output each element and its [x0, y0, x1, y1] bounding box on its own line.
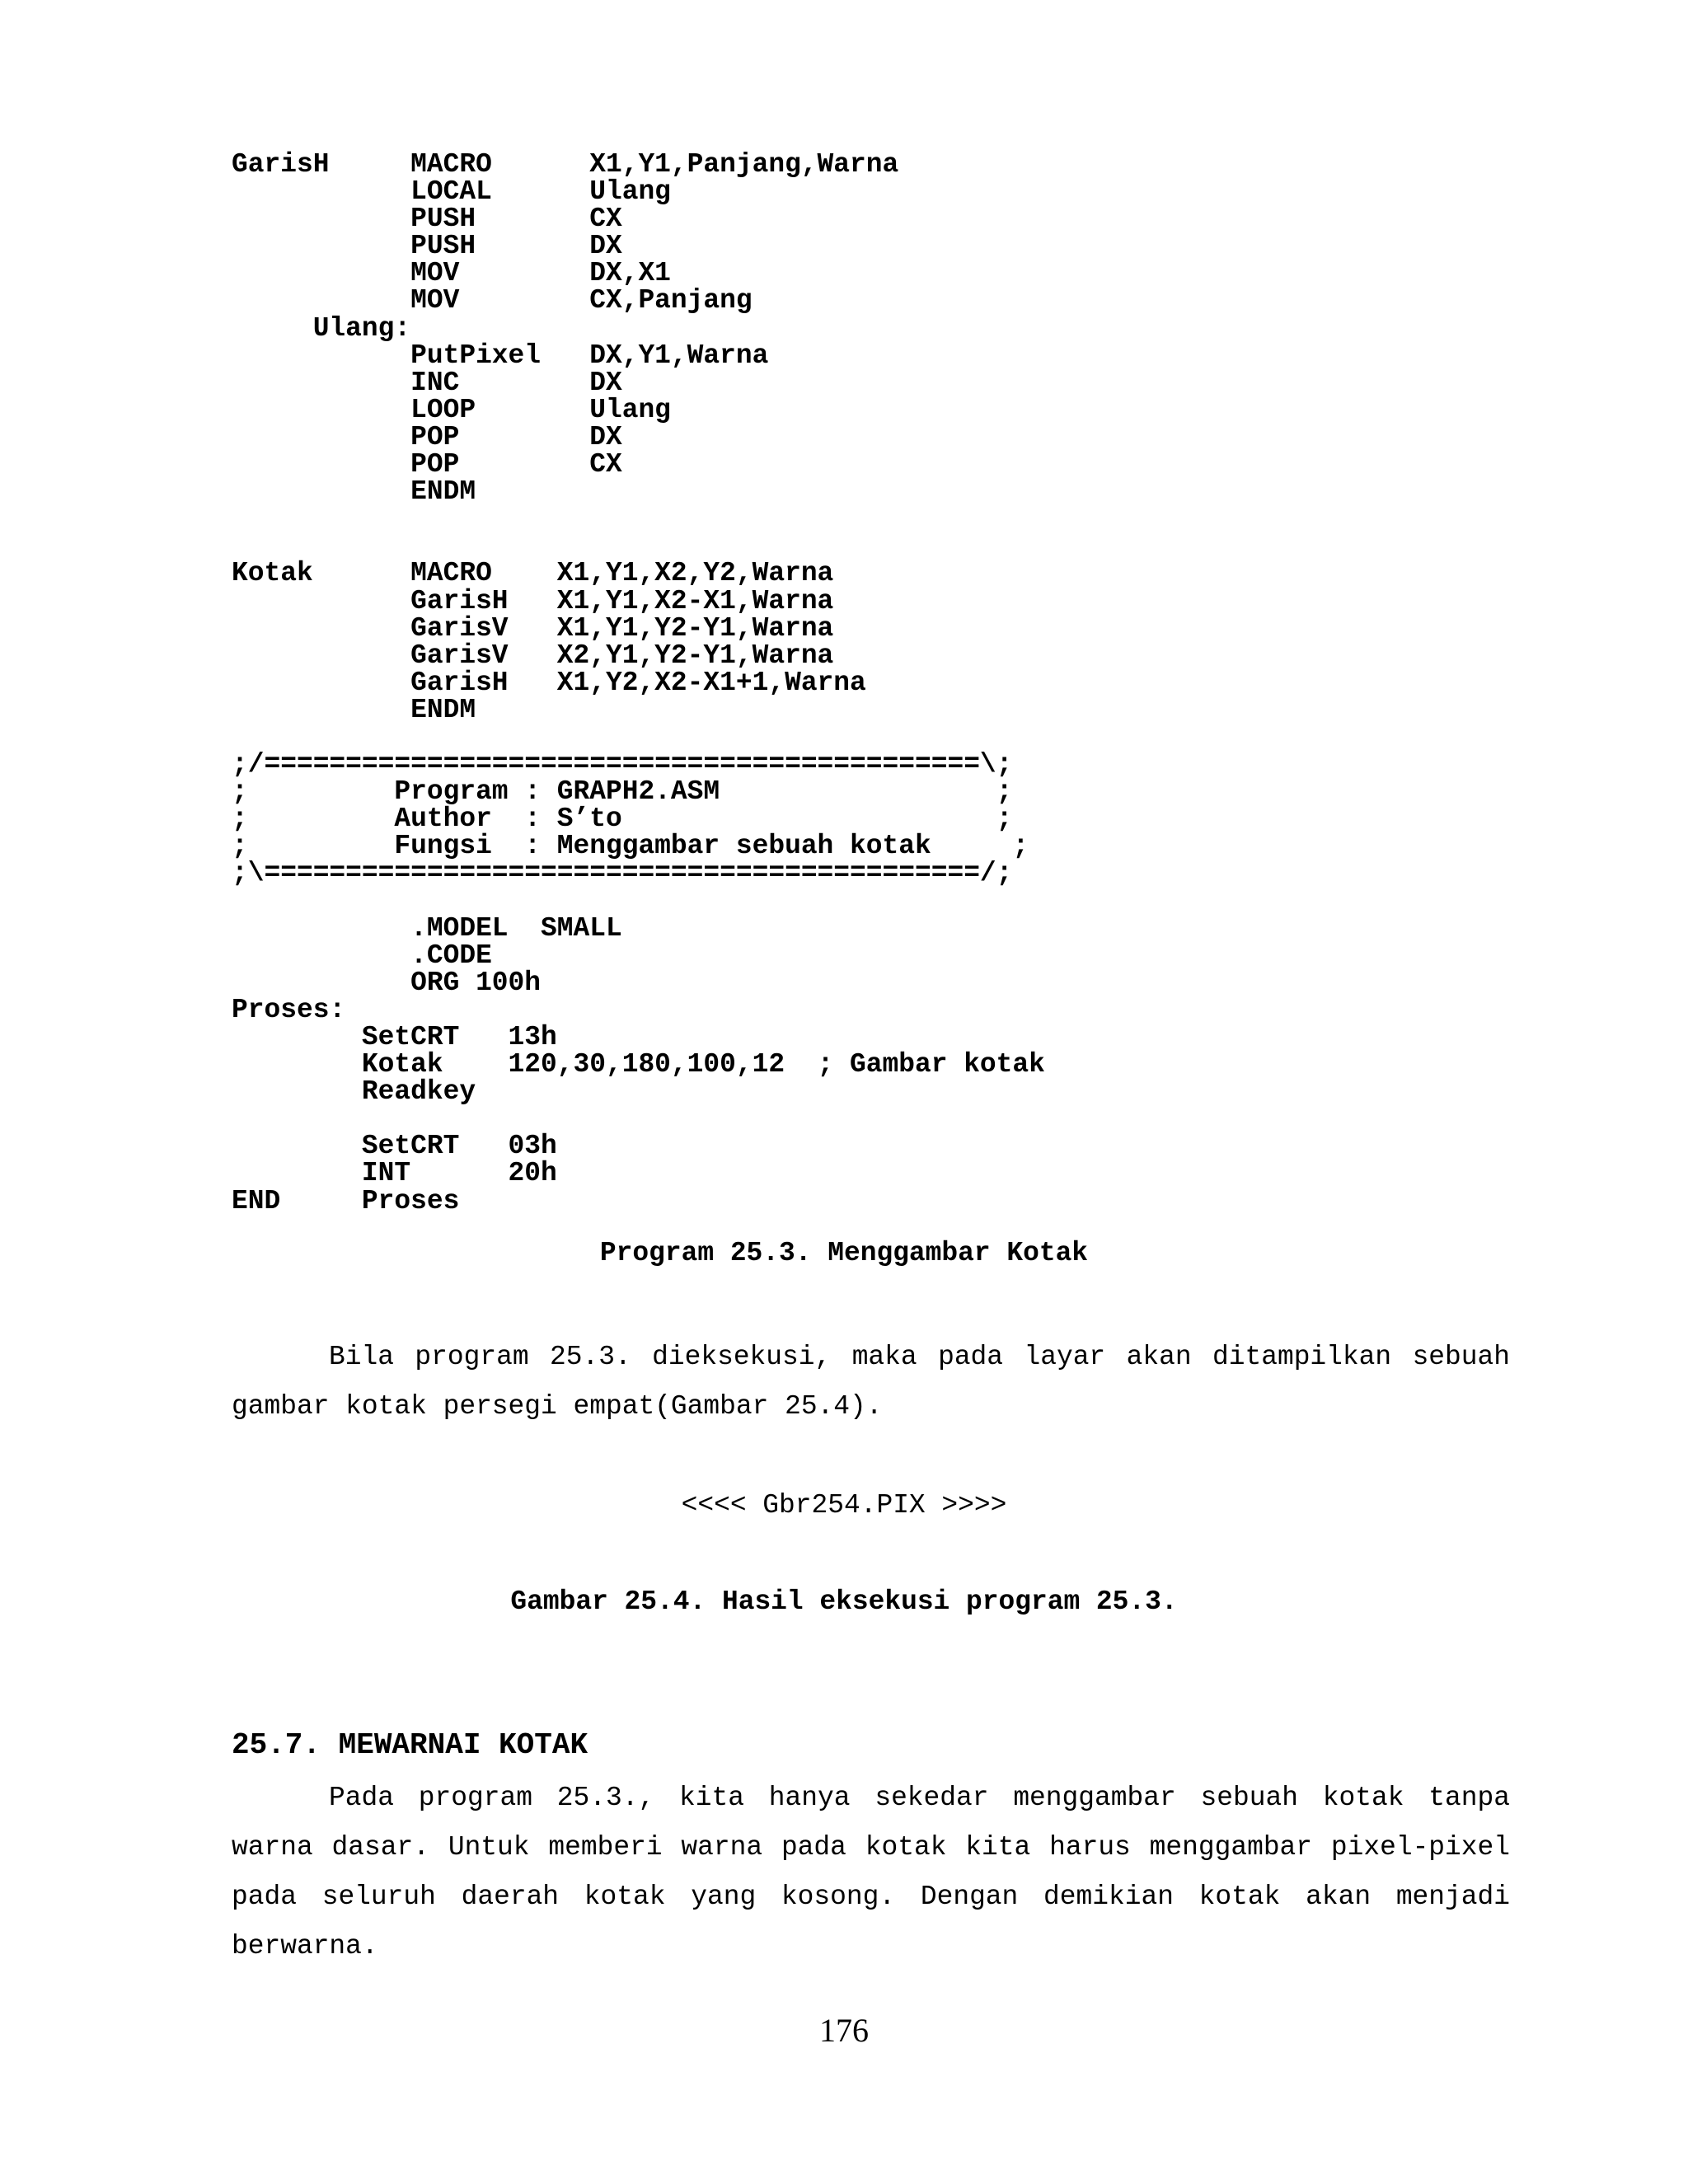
code-line: LOCAL Ulang — [232, 176, 671, 208]
code-line: END Proses — [232, 1185, 460, 1216]
code-line: PutPixel DX,Y1,Warna — [232, 340, 769, 371]
code-line: INC DX — [232, 367, 622, 398]
code-line: GarisV X1,Y1,Y2-Y1,Warna — [232, 612, 834, 644]
code-line: .CODE — [232, 940, 492, 971]
code-line — [232, 505, 1045, 532]
code-line: ;/============================================\; — [232, 749, 1013, 780]
code-line: Proses: — [232, 994, 346, 1025]
paragraph-execution-result — [232, 1333, 1510, 1432]
code-line — [232, 1105, 1045, 1132]
code-line: PUSH DX — [232, 231, 622, 262]
paragraph-text: Bila program 25.3. dieksekusi, maka pada layar akan ditampilkan sebuah gambar kotak persegi empat(Gambar 25.4). — [232, 1342, 1510, 1422]
code-line: MOV CX,Panjang — [232, 285, 753, 316]
paragraph-coloring-box — [232, 1774, 1510, 1971]
image-placeholder: <<<< Gbr254.PIX >>>> — [681, 1490, 1007, 1521]
code-line: MOV DX,X1 — [232, 258, 671, 289]
code-line — [232, 724, 1045, 751]
code-line: GarisH X1,Y1,X2-X1,Warna — [232, 585, 834, 616]
code-line — [232, 532, 1045, 560]
code-line: Ulang: — [232, 312, 411, 344]
code-line: ENDM — [232, 476, 476, 508]
code-line: Kotak MACRO X1,Y1,X2,Y2,Warna — [232, 558, 834, 589]
section-heading: 25.7. MEWARNAI KOTAK — [232, 1728, 588, 1762]
code-line: PUSH CX — [232, 204, 622, 235]
code-line: POP CX — [232, 449, 622, 480]
program-caption: Program 25.3. Menggambar Kotak — [599, 1238, 1089, 1268]
code-line: ORG 100h — [232, 967, 542, 998]
code-line: ;\============================================/; — [232, 858, 1013, 889]
code-line: ENDM — [232, 694, 476, 725]
code-line: LOOP Ulang — [232, 394, 671, 425]
code-line: .MODEL SMALL — [232, 912, 622, 944]
code-line: GarisH MACRO X1,Y1,Panjang,Warna — [232, 149, 899, 180]
page-number: 176 — [819, 2012, 869, 2049]
code-line — [232, 888, 1045, 915]
code-line: GarisV X2,Y1,Y2-Y1,Warna — [232, 640, 834, 671]
code-listing — [232, 151, 1045, 1215]
code-line: ; Program : GRAPH2.ASM ; — [232, 776, 1013, 808]
code-line: SetCRT 13h — [232, 1022, 557, 1052]
code-line: POP DX — [232, 421, 622, 452]
code-line: ; Fungsi : Menggambar sebuah kotak ; — [232, 831, 1029, 862]
figure-caption: Gambar 25.4. Hasil eksekusi program 25.3. — [510, 1586, 1178, 1617]
code-line: INT 20h — [232, 1158, 557, 1189]
code-line: Kotak 120,30,180,100,12 ; Gambar kotak — [232, 1049, 1045, 1080]
code-line: SetCRT 03h — [232, 1131, 557, 1162]
code-line: Readkey — [232, 1076, 476, 1108]
paragraph-text: Pada program 25.3., kita hanya sekedar menggambar sebuah kotak tanpa warna dasar. Untuk memberi warna pada kotak kita harus menggambar pixel-pixel pada seluruh daerah kotak yang kosong. Dengan demikian kotak akan menjadi berwarna. — [232, 1783, 1510, 1961]
code-line: ; Author : S’to ; — [232, 804, 1013, 835]
code-line: GarisH X1,Y2,X2-X1+1,Warna — [232, 667, 866, 698]
